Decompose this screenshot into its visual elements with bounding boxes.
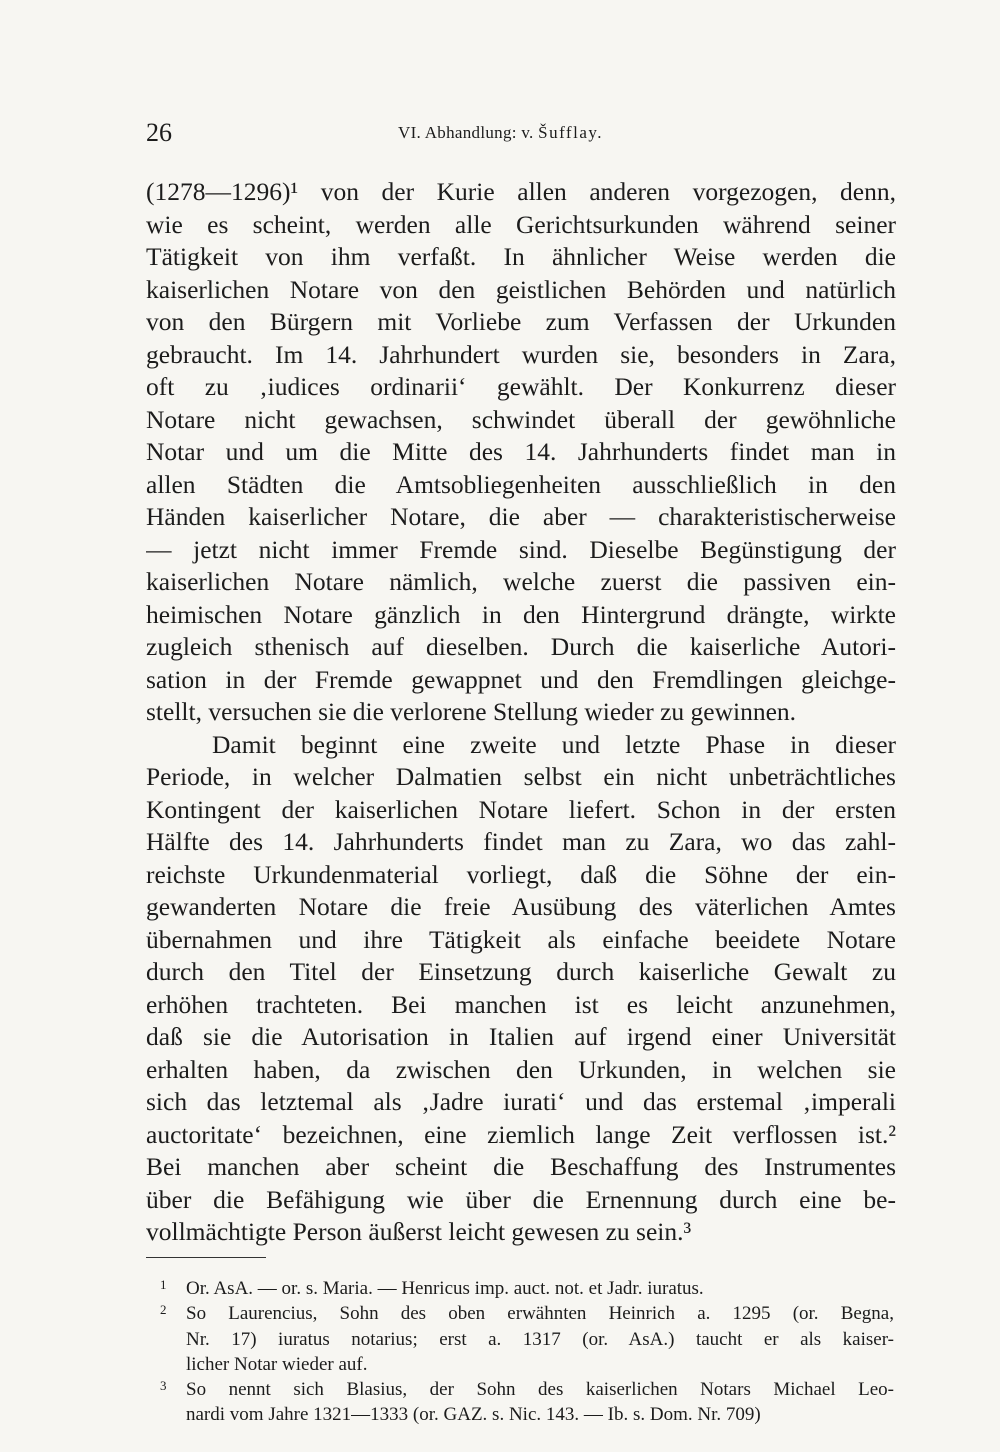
text-line: von den Bürgern mit Vorliebe zum Verfassen der Urkunden <box>146 307 896 336</box>
footnote-marker: 3 <box>160 1378 167 1394</box>
footnote-text: So nennt sich Blasius, der Sohn des kaiserlichen Notars Michael Leo- <box>186 1379 894 1401</box>
footnote-2-continuation: Nr. 17) iuratus notarius; erst a. 1317 (or. AsA.) taucht er als kaiser- <box>186 1328 894 1350</box>
text-line: Bei manchen aber scheint die Beschaffung des Instrumentes <box>146 1152 896 1181</box>
text-line: allen Städten die Amtsobliegenheiten ausschließlich in den <box>146 469 896 499</box>
text-line: wie es scheint, werden alle Gerichtsurkunden während seiner <box>146 209 896 239</box>
footnote-2-continuation: licher Notar wieder auf. <box>186 1353 368 1375</box>
running-head <box>398 123 603 143</box>
text-line: Damit beginnt eine zweite und letzte Phase in dieser <box>212 729 896 759</box>
text-line: Notare nicht gewachsen, schwindet überall der gewöhnliche <box>146 404 896 434</box>
text-line: Tätigkeit von ihm verfaßt. In ähnlicher Weise werden die <box>146 242 896 271</box>
page-header <box>146 118 895 154</box>
text-line: heimischen Notare gänzlich in den Hintergrund drängte, wirkte <box>146 599 896 629</box>
footnote-3-continuation: nardi vom Jahre 1321—1333 (or. GAZ. s. Nic. 143. — Ib. s. Dom. Nr. 709) <box>186 1404 761 1426</box>
body-text <box>146 176 896 1249</box>
text-line: über die Befähigung wie über die Ernennung durch eine be- <box>146 1184 896 1214</box>
text-line: Hälfte des 14. Jahrhunderts findet man zu Zara, wo das zahl- <box>146 827 896 856</box>
text-line: vollmächtigte Person äußerst leicht gewesen zu sein.³ <box>146 1217 692 1246</box>
footnote-1 <box>160 1276 894 1301</box>
text-line: — jetzt nicht immer Fremde sind. Dieselbe Begünstigung der <box>146 534 896 564</box>
text-line: daß sie die Autorisation in Italien auf irgend einer Universität <box>146 1022 896 1051</box>
footnotes <box>160 1276 894 1428</box>
text-line: Händen kaiserlicher Notare, die aber — charakteristischerweise <box>146 502 896 531</box>
text-line: erhöhen trachteten. Bei manchen ist es leicht anzunehmen, <box>146 989 896 1019</box>
footnote-marker: 2 <box>160 1302 167 1318</box>
text-line: Kontingent der kaiserlichen Notare liefert. Schon in der ersten <box>146 794 896 824</box>
text-line: durch den Titel der Einsetzung durch kaiserliche Gewalt zu <box>146 957 896 986</box>
footnote-2 <box>160 1301 894 1326</box>
text-line: sation in der Fremde gewappnet und den Fremdlingen gleichge- <box>146 664 896 694</box>
text-line: auctoritate‘ bezeichnen, eine ziemlich lange Zeit verflossen ist.² <box>146 1119 896 1149</box>
text-line: kaiserlichen Notare nämlich, welche zuerst die passiven ein- <box>146 567 896 596</box>
footnote-divider <box>146 1257 266 1258</box>
page-number: 26 <box>146 118 172 147</box>
footnote-3 <box>160 1377 894 1402</box>
text-line: zugleich sthenisch auf dieselben. Durch die kaiserliche Autori- <box>146 632 896 661</box>
text-line: erhalten haben, da zwischen den Urkunden, in welchen sie <box>146 1054 896 1084</box>
footnote-text: Or. AsA. — or. s. Maria. — Henricus imp. auct. not. et Jadr. iuratus. <box>186 1278 704 1299</box>
text-line: kaiserlichen Notare von den geistlichen Behörden und natürlich <box>146 274 896 304</box>
text-line: sich das letztemal als ‚Jadre iurati‘ und das erstemal ‚imperali <box>146 1087 896 1116</box>
text-line: reichste Urkundenmaterial vorliegt, daß die Söhne der ein- <box>146 859 896 889</box>
text-line: gewanderten Notare die freie Ausübung des väterlichen Amtes <box>146 892 896 921</box>
text-line: oft zu ‚iudices ordinarii‘ gewählt. Der Konkurrenz dieser <box>146 372 896 401</box>
text-line: (1278—1296)¹ von der Kurie allen anderen vorgezogen, denn, <box>146 177 896 206</box>
text-line: gebraucht. Im 14. Jahrhundert wurden sie, besonders in Zara, <box>146 339 896 369</box>
text-line: Notar und um die Mitte des 14. Jahrhunderts findet man in <box>146 437 896 466</box>
footnote-marker: 1 <box>160 1277 167 1292</box>
footnote-text: So Laurencius, Sohn des oben erwähnten Heinrich a. 1295 (or. Begna, <box>186 1303 894 1325</box>
text-line: stellt, versuchen sie die verlorene Stellung wieder zu gewinnen. <box>146 697 797 726</box>
running-head-prefix: VI. Abhandlung: v. <box>398 123 539 142</box>
text-line: Periode, in welcher Dalmatien selbst ein nicht unbeträchtliches <box>146 762 896 791</box>
running-head-name: Šufflay. <box>538 123 604 142</box>
text-line: übernahmen und ihre Tätigkeit als einfache beeidete Notare <box>146 924 896 954</box>
